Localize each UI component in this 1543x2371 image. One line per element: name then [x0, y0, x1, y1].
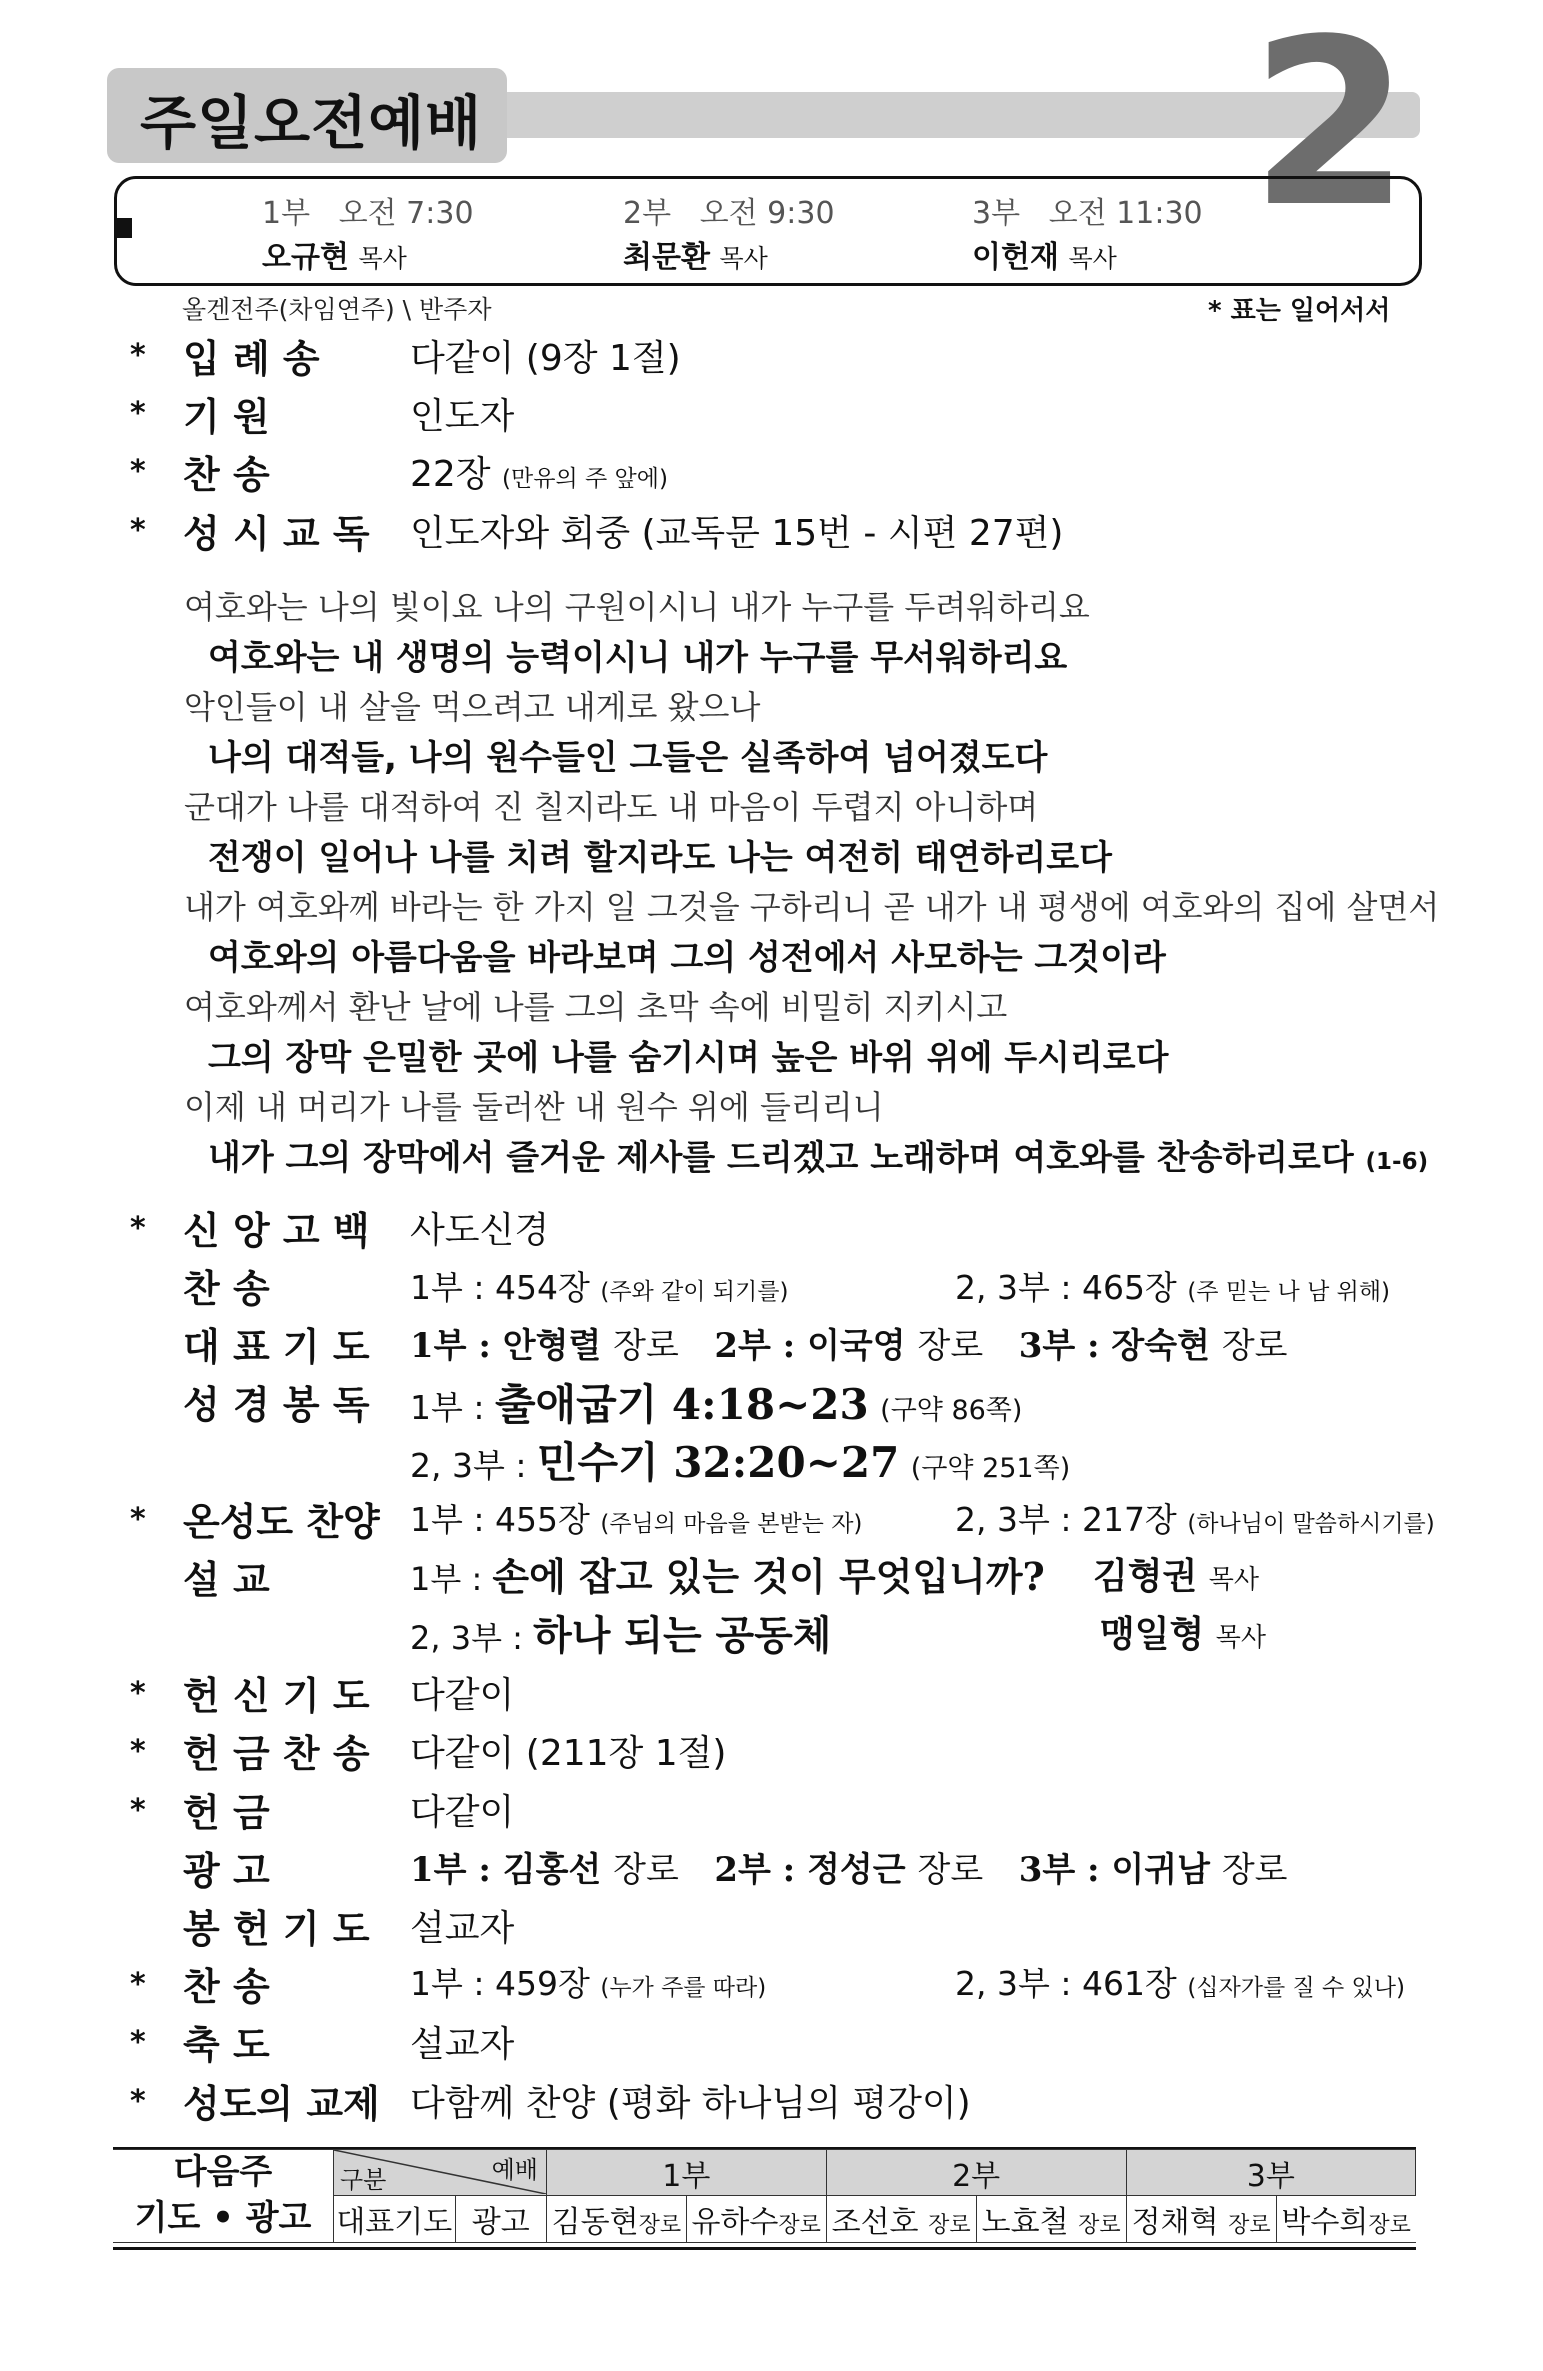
content-hymn-2-part1: 1부 : 454장 (주와 같이 되기를) [410, 1268, 789, 1307]
psalm-leader-line: 내가 여호와께 바라는 한 가지 일 그것을 구하리니 곧 내가 내 평생에 여호와의 집에 살면서 [184, 888, 1440, 926]
service-3 [972, 188, 1203, 276]
label-creed: 신 앙 고 백 [183, 1209, 370, 1253]
label-benediction: 축 도 [183, 2023, 270, 2067]
label-announcements: 광 고 [183, 1849, 270, 1893]
content-choir-part23: 2, 3부 : 217장 (하나님이 말씀하시기를) [955, 1500, 1435, 1539]
label-scripture: 성 경 봉 독 [183, 1383, 370, 1427]
service-pastor: 최문환 [623, 240, 710, 275]
label-fellowship: 성도의 교제 [183, 2082, 380, 2126]
part-header-3: 3부 [1126, 2150, 1415, 2196]
content-hymn-2-part23: 2, 3부 : 465장 (주 믿는 나 남 위해) [955, 1268, 1391, 1307]
gubun-label: 구분 [340, 2166, 387, 2195]
stand-star: * [130, 2084, 146, 2119]
service-part: 1부 [262, 196, 311, 231]
content-prayer: 1부 : 안형렬 장로 2부 : 이국영 장로 3부 : 장숙현 장로 [410, 1326, 1288, 1366]
service-pastor-role: 목사 [358, 244, 407, 273]
label-prayer: 대 표 기 도 [183, 1325, 370, 1369]
person-cell: 정채혁 장로 [1126, 2196, 1276, 2242]
stand-star: * [130, 396, 146, 431]
service-time: 오전 11:30 [1048, 196, 1203, 231]
stand-star: * [130, 1676, 146, 1711]
page-number: 2 [1250, 0, 1411, 258]
service-pastor: 오규현 [262, 240, 349, 275]
content-hymn-1: 22장 (만유의 주 앞에) [410, 454, 668, 495]
label-offering-prayer: 봉 헌 기 도 [183, 1907, 370, 1951]
service-part: 3부 [972, 196, 1021, 231]
yebae-label: 예배 [491, 2156, 538, 2184]
service-pastor-role: 목사 [719, 244, 768, 273]
content-sermon-preacher-23: 맹일형 목사 [1100, 1613, 1267, 1655]
content-offering-prayer: 설교자 [410, 1908, 515, 1949]
label-offering: 헌 금 [183, 1791, 270, 1835]
content-hymn-3-part23: 2, 3부 : 461장 (십자가를 질 수 있나) [955, 1964, 1405, 2003]
psalm-people-line: 그의 장막 은밀한 곳에 나를 숨기시며 높은 바위 위에 두시리로다 [208, 1038, 1169, 1078]
service-part: 2부 [623, 196, 672, 231]
psalm-leader-line: 여호와는 나의 빛이요 나의 구원이시니 내가 누구를 두려워하리요 [184, 588, 1090, 626]
content-offering-hymn: 다같이 (211장 1절) [410, 1733, 727, 1774]
content-sermon-part1: 1부 : 손에 잡고 있는 것이 무엇입니까? [410, 1554, 1045, 1599]
person-cell: 김동현장로 [547, 2196, 687, 2242]
stand-star: * [130, 1502, 146, 1537]
label-hymn-2: 찬 송 [183, 1267, 270, 1311]
next-week-title: 다음주 기도 • 광고 [113, 2150, 334, 2243]
content-hymn-3-part1: 1부 : 459장 (누가 주를 따라) [410, 1964, 767, 2003]
label-hymn-3: 찬 송 [183, 1965, 270, 2009]
content-sermon-part23: 2, 3부 : 하나 되는 공동체 [410, 1612, 832, 1659]
content-fellowship: 다함께 찬양 (평화 하나님의 평강이) [410, 2083, 971, 2124]
content-responsive-reading: 인도자와 회중 (교독문 15번 - 시편 27편) [410, 513, 1064, 554]
content-entrance-hymn: 다같이 (9장 1절) [410, 338, 681, 379]
content-choir-part1: 1부 : 455장 (주님의 마음을 본받는 자) [410, 1500, 863, 1539]
person-cell: 노효철 장로 [976, 2196, 1126, 2242]
content-sermon-preacher-1: 김형권 목사 [1093, 1555, 1260, 1597]
person-cell: 유하수장로 [686, 2196, 826, 2242]
psalm-leader-line: 여호와께서 환난 날에 나를 그의 초막 속에 비밀히 지키시고 [184, 988, 1008, 1026]
stand-star: * [130, 338, 146, 373]
service-2 [623, 188, 835, 276]
content-scripture-part23: 2, 3부 : 민수기 32:20~27 (구약 251쪽) [410, 1438, 1071, 1487]
content-benediction: 설교자 [410, 2024, 515, 2065]
label-entrance-hymn: 입 례 송 [183, 337, 320, 381]
psalm-leader-line: 군대가 나를 대적하여 진 칠지라도 내 마음이 두렵지 아니하며 [184, 788, 1039, 826]
stand-star: * [130, 454, 146, 489]
content-announcements: 1부 : 김홍선 장로 2부 : 정성근 장로 3부 : 이귀남 장로 [410, 1850, 1288, 1890]
row-label-prayer: 대표기도 [334, 2196, 456, 2242]
content-scripture-part1: 1부 : 출애굽기 4:18~23 (구약 86쪽) [410, 1380, 1023, 1429]
label-sermon: 설 교 [183, 1558, 270, 1602]
stand-star: * [130, 1734, 146, 1769]
psalm-people-line: 나의 대적들, 나의 원수들인 그들은 실족하여 넘어졌도다 [208, 738, 1048, 778]
service-pastor: 이헌재 [972, 240, 1059, 275]
label-hymn-1: 찬 송 [183, 453, 270, 497]
psalm-people-line: 여호와의 아름다움을 바라보며 그의 성전에서 사모하는 그것이라 [208, 938, 1166, 978]
psalm-leader-line: 악인들이 내 살을 먹으려고 내게로 왔으나 [184, 688, 761, 726]
service-1 [262, 188, 474, 276]
organist-line: 올겐전주(차임연주) \ 반주자 [182, 295, 492, 324]
part-header-2: 2부 [826, 2150, 1126, 2196]
stand-star: * [130, 2025, 146, 2060]
part-header-1: 1부 [547, 2150, 827, 2196]
person-cell: 조선호 장로 [826, 2196, 976, 2242]
psalm-people-line: 여호와는 내 생명의 능력이시니 내가 누구를 무서워하리요 [208, 638, 1068, 678]
stand-note: * 표는 일어서서 [1208, 296, 1391, 326]
person-cell: 박수희장로 [1276, 2196, 1415, 2242]
stand-star: * [130, 1793, 146, 1828]
next-week-table [113, 2149, 1416, 2243]
content-invocation: 인도자 [410, 396, 515, 437]
label-invocation: 기 원 [183, 395, 270, 439]
psalm-people-line: 전쟁이 일어나 나를 치려 할지라도 나는 여전히 태연하리로다 [208, 838, 1112, 878]
page-title: 주일오전예배 [140, 89, 483, 157]
content-creed: 사도신경 [410, 1210, 550, 1251]
content-offering: 다같이 [410, 1792, 515, 1833]
stand-star: * [130, 513, 146, 548]
label-dedication-prayer: 헌 신 기 도 [183, 1674, 370, 1718]
psalm-leader-line: 이제 내 머리가 나를 둘러싼 내 원수 위에 들리리니 [184, 1088, 884, 1126]
service-time: 오전 9:30 [699, 196, 835, 231]
row-label-announce: 광고 [455, 2196, 546, 2242]
label-offering-hymn: 헌 금 찬 송 [183, 1732, 370, 1776]
service-pastor-role: 목사 [1068, 244, 1117, 273]
box-marker [116, 218, 132, 238]
gubun-header [334, 2150, 547, 2196]
table-bottom-rule [113, 2247, 1416, 2250]
content-dedication-prayer: 다같이 [410, 1675, 515, 1716]
stand-star: * [130, 1211, 146, 1246]
service-time: 오전 7:30 [338, 196, 474, 231]
label-responsive-reading: 성 시 교 독 [183, 512, 370, 556]
label-choir: 온성도 찬양 [183, 1500, 380, 1544]
stand-star: * [130, 1967, 146, 2002]
psalm-people-line: 내가 그의 장막에서 즐거운 제사를 드리겠고 노래하며 여호와를 찬송하리로다 (1-6) [208, 1138, 1429, 1178]
